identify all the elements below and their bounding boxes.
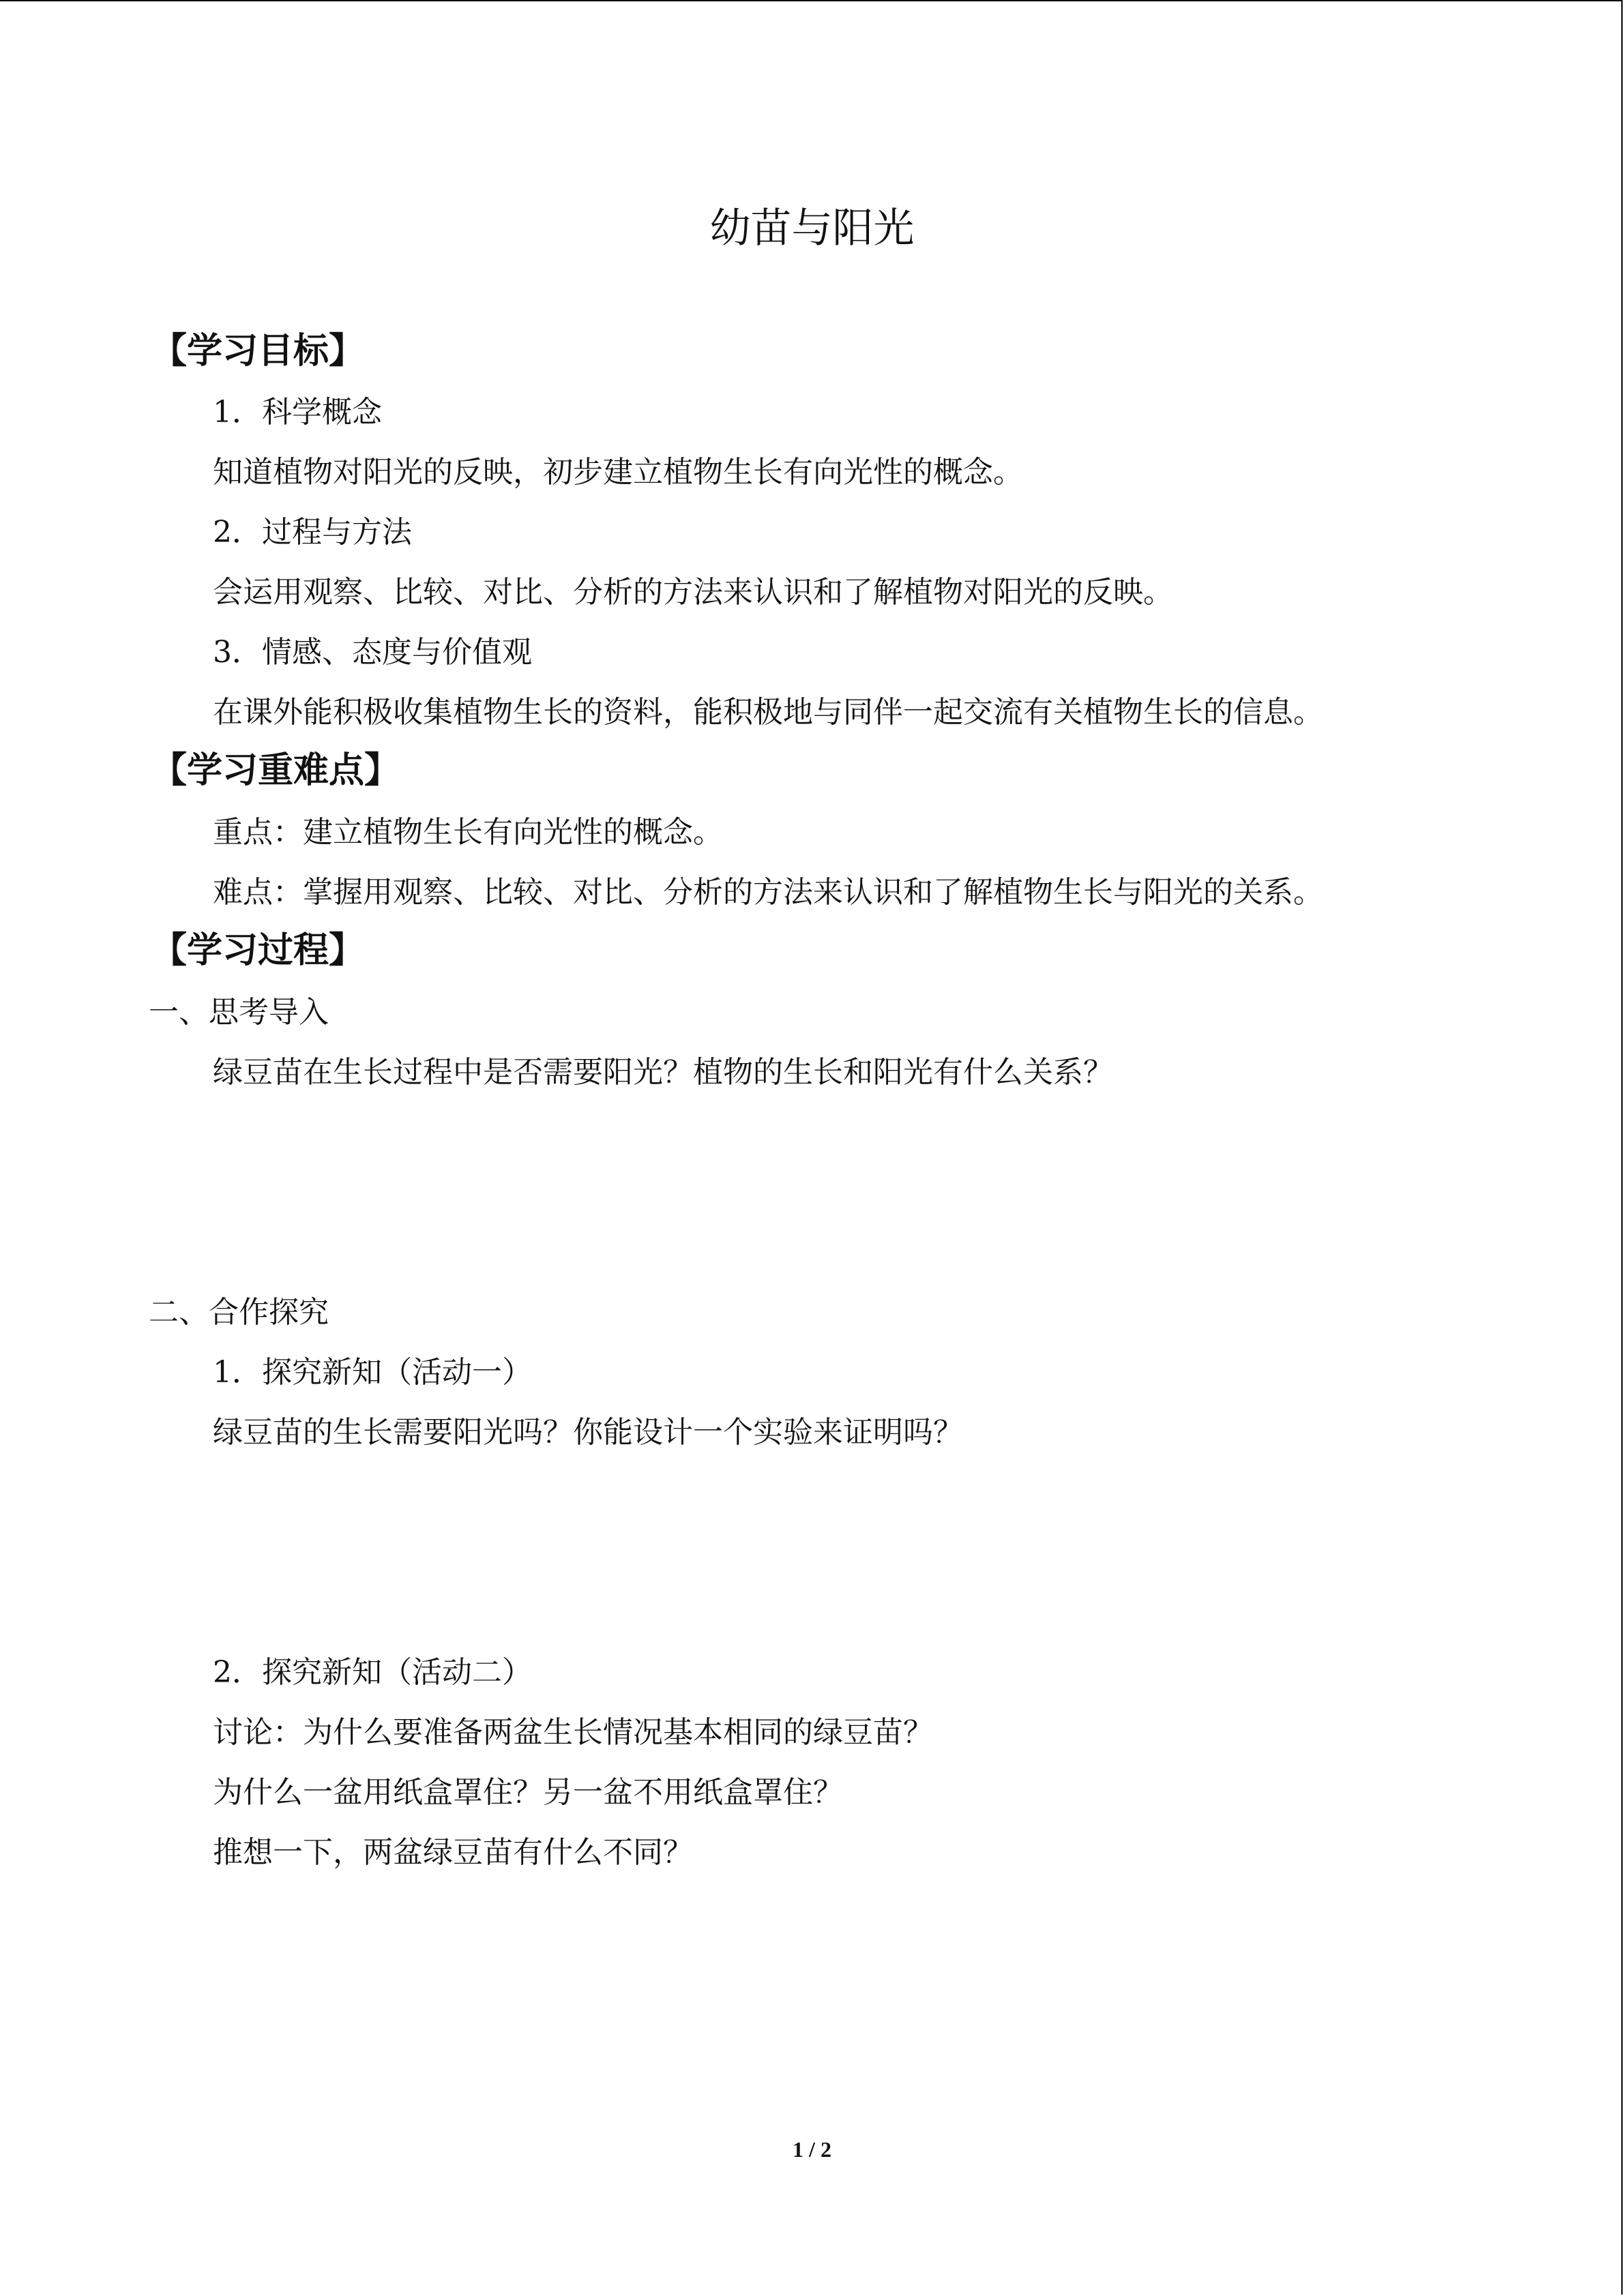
process-part-1-text: 绿豆苗在生长过程中是否需要阳光？植物的生长和阳光有什么关系？ <box>213 1055 1113 1090</box>
section-heading-key-points: 【学习重难点】 <box>151 750 400 791</box>
document-title: 幼苗与阳光 <box>709 205 915 252</box>
goal-item-1-title: 1．科学概念 <box>213 395 382 430</box>
section-heading-process: 【学习过程】 <box>151 930 365 971</box>
activity-2-title: 2．探究新知（活动二） <box>213 1655 532 1690</box>
key-point-difficulty: 难点：掌握用观察、比较、对比、分析的方法来认识和了解植物生长与阳光的关系。 <box>213 875 1323 910</box>
goal-item-3-text: 在课外能积极收集植物生长的资料，能积极地与同伴一起交流有关植物生长的信息。 <box>213 695 1323 730</box>
process-part-1-title: 一、思考导入 <box>149 995 329 1030</box>
goal-item-2-title: 2．过程与方法 <box>213 515 412 550</box>
goal-item-2-text: 会运用观察、比较、对比、分析的方法来认识和了解植物对阳光的反映。 <box>213 575 1173 610</box>
activity-1-text: 绿豆苗的生长需要阳光吗？你能设计一个实验来证明吗？ <box>213 1415 963 1450</box>
key-point-focus: 重点：建立植物生长有向光性的概念。 <box>213 815 723 850</box>
section-heading-learning-goals: 【学习目标】 <box>151 331 365 372</box>
activity-1-title: 1．探究新知（活动一） <box>213 1355 532 1390</box>
activity-2-question-1: 讨论：为什么要准备两盆生长情况基本相同的绿豆苗？ <box>213 1715 933 1750</box>
process-part-2-title: 二、合作探究 <box>149 1295 329 1330</box>
activity-2-question-3: 推想一下，两盆绿豆苗有什么不同？ <box>213 1835 693 1870</box>
goal-item-1-text: 知道植物对阳光的反映，初步建立植物生长有向光性的概念。 <box>213 455 1023 490</box>
page-number: 1 / 2 <box>793 2137 831 2162</box>
activity-2-question-2: 为什么一盆用纸盒罩住？另一盆不用纸盒罩住？ <box>213 1775 843 1810</box>
goal-item-3-title: 3．情感、态度与价值观 <box>213 635 532 670</box>
